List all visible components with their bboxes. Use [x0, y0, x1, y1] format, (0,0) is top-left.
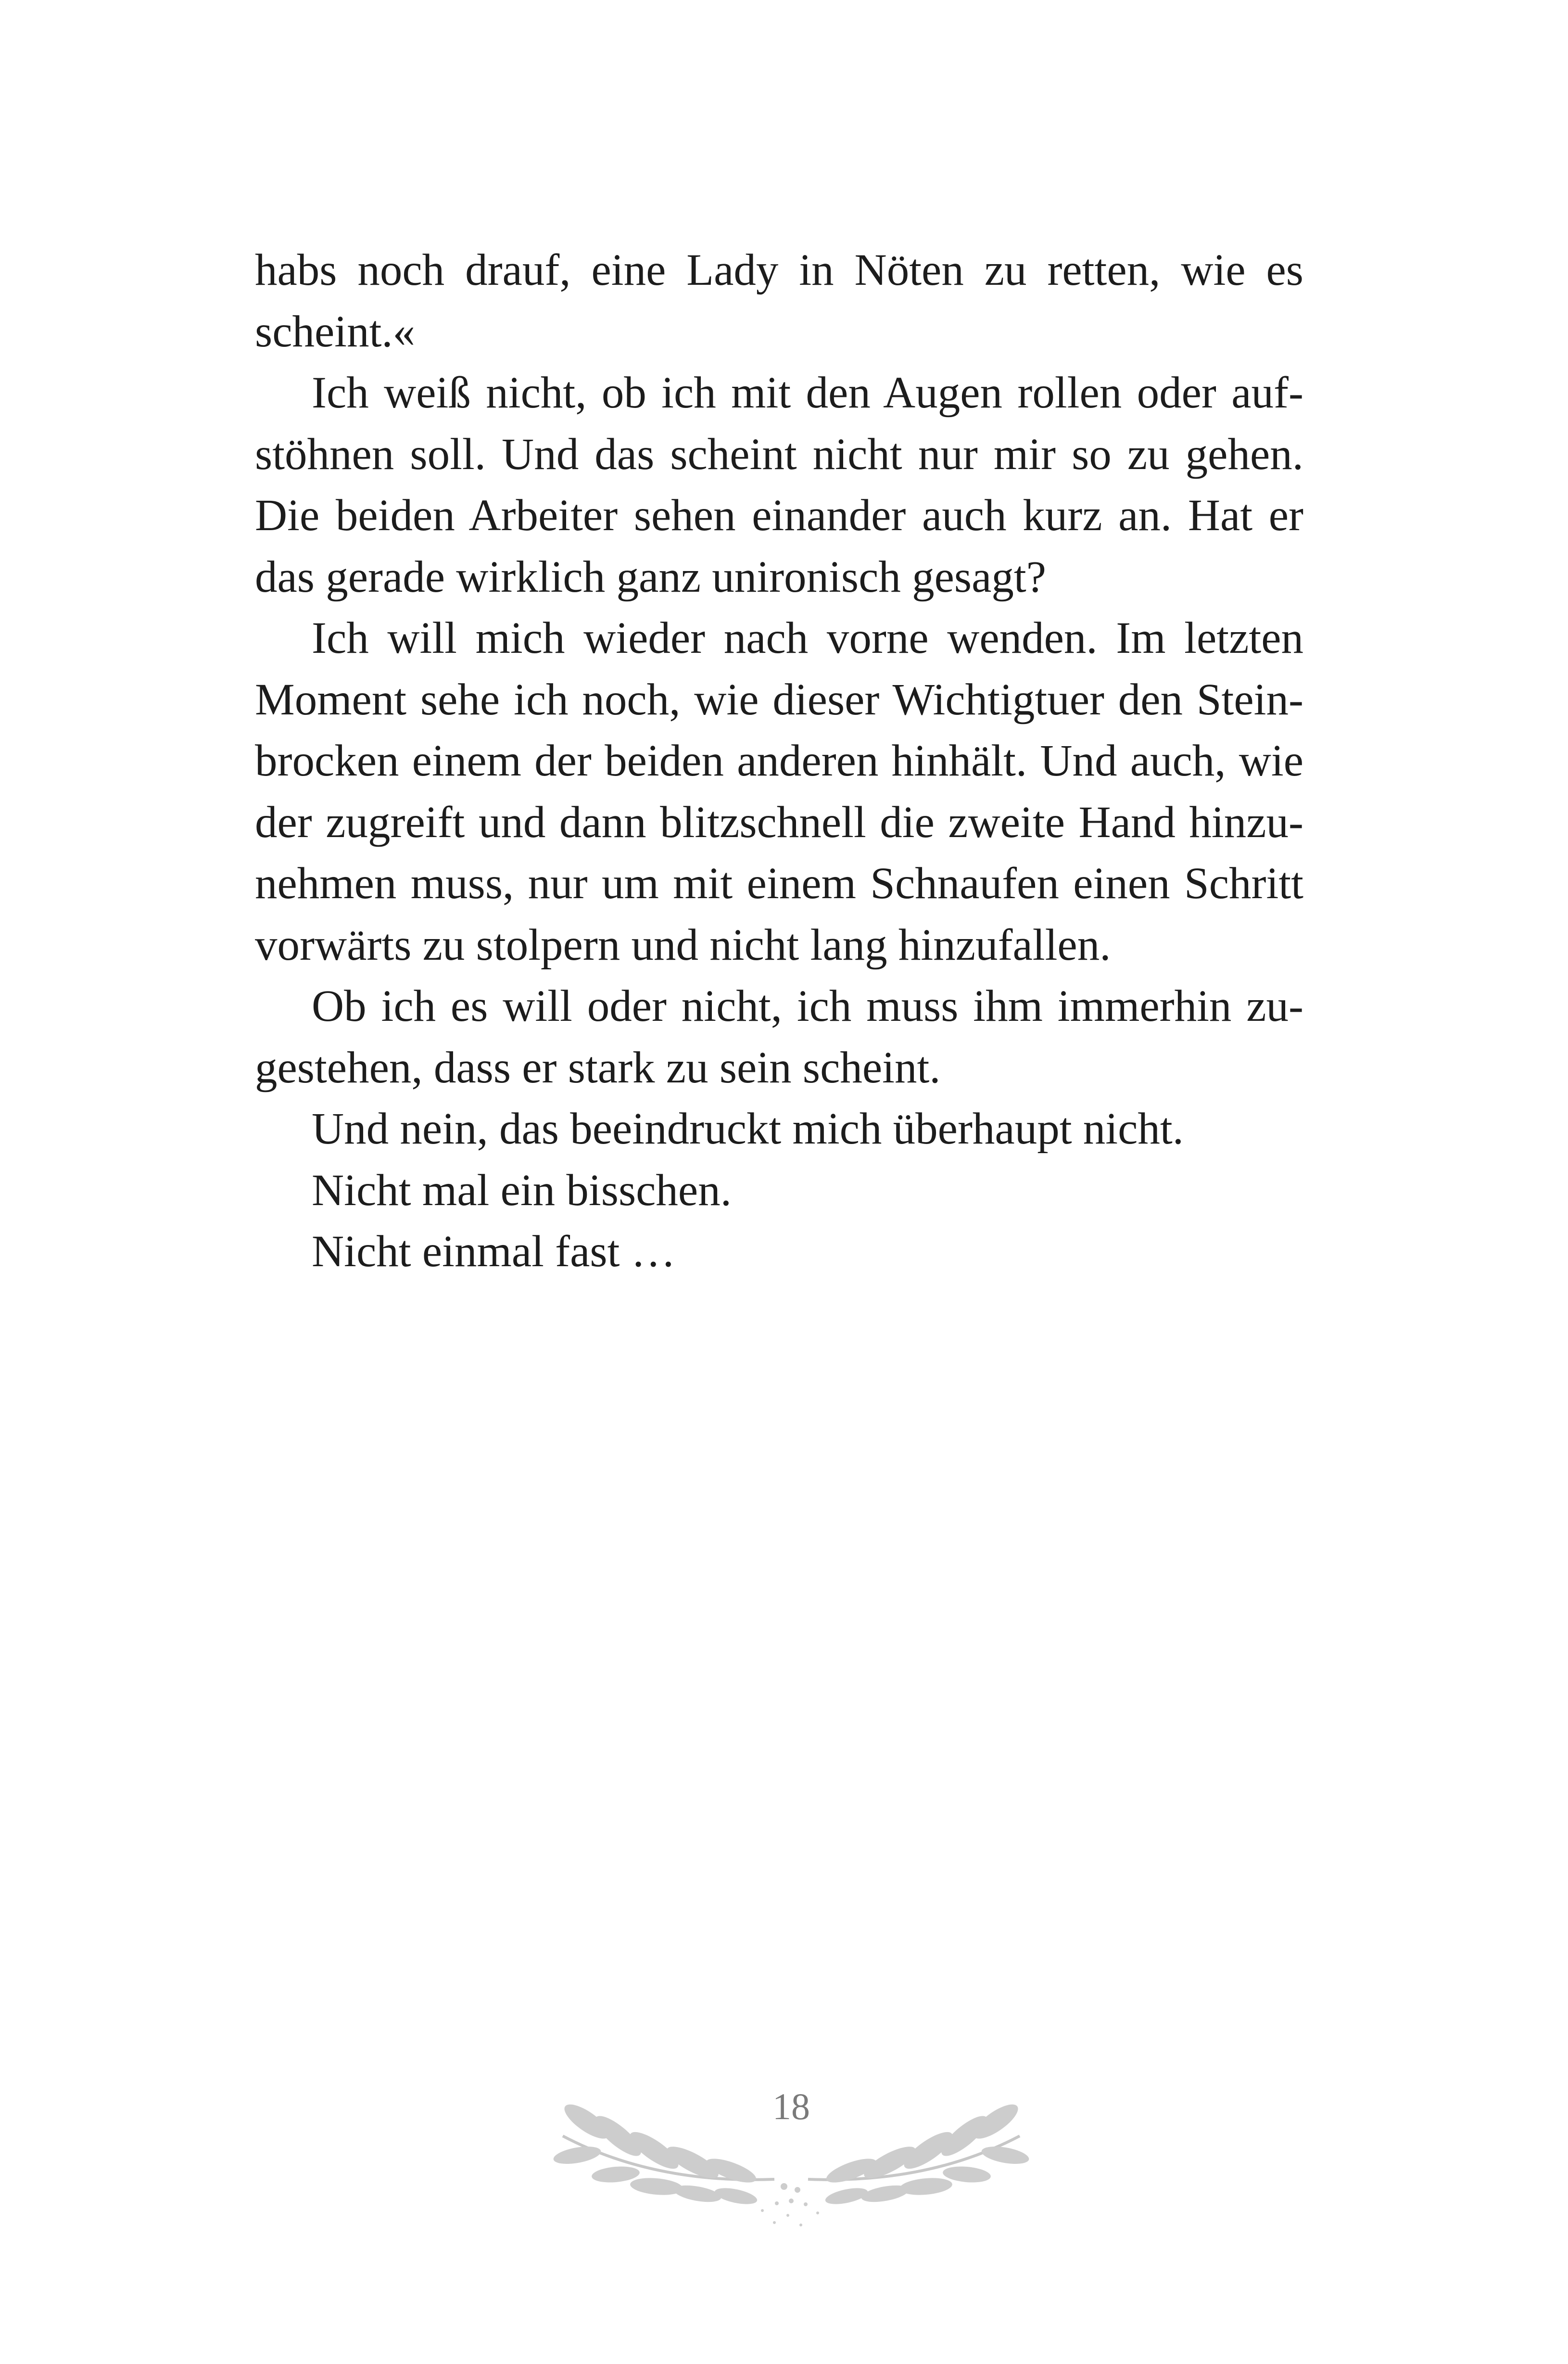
paragraph-6: Nicht mal ein bisschen. [312, 1165, 732, 1215]
paragraph-2: Ich weiß nicht, ob ich mit den Augen rollen oder aufstöhnen soll. Und das scheint nicht nur mir so zu gehen. Die beiden Arbeiter sehen einander auch kurz an. Hat er das gerade wirklich ganz unironisch gesagt? [255, 368, 1303, 602]
paragraph-3: Ich will mich wieder nach vorne wenden. Im letzten Moment sehe ich noch, wie dieser Wichtigtuer den Steinbrocken einem der beiden anderen hinhält. Und auch, wie der zugreift und dann blitzschnell die zweite Hand hinzunehmen muss, nur um mit einem Schnaufen einen Schritt vorwärts zu stolpern und nicht lang hinzufallen. [255, 613, 1303, 970]
body-text [255, 240, 1303, 1283]
paragraph-1: habs noch drauf, eine Lady in Nöten zu retten, wie es scheint.« [255, 245, 1303, 356]
paragraph-5: Und nein, das beeindruckt mich überhaupt nicht. [312, 1104, 1184, 1154]
page-footer [534, 2064, 1049, 2232]
paragraph-4: Ob ich es will oder nicht, ich muss ihm immerhin zugestehen, dass er stark zu sein scheint. [255, 981, 1303, 1093]
page-number: 18 [772, 2085, 810, 2127]
paragraph-7: Nicht einmal fast … [312, 1227, 676, 1276]
